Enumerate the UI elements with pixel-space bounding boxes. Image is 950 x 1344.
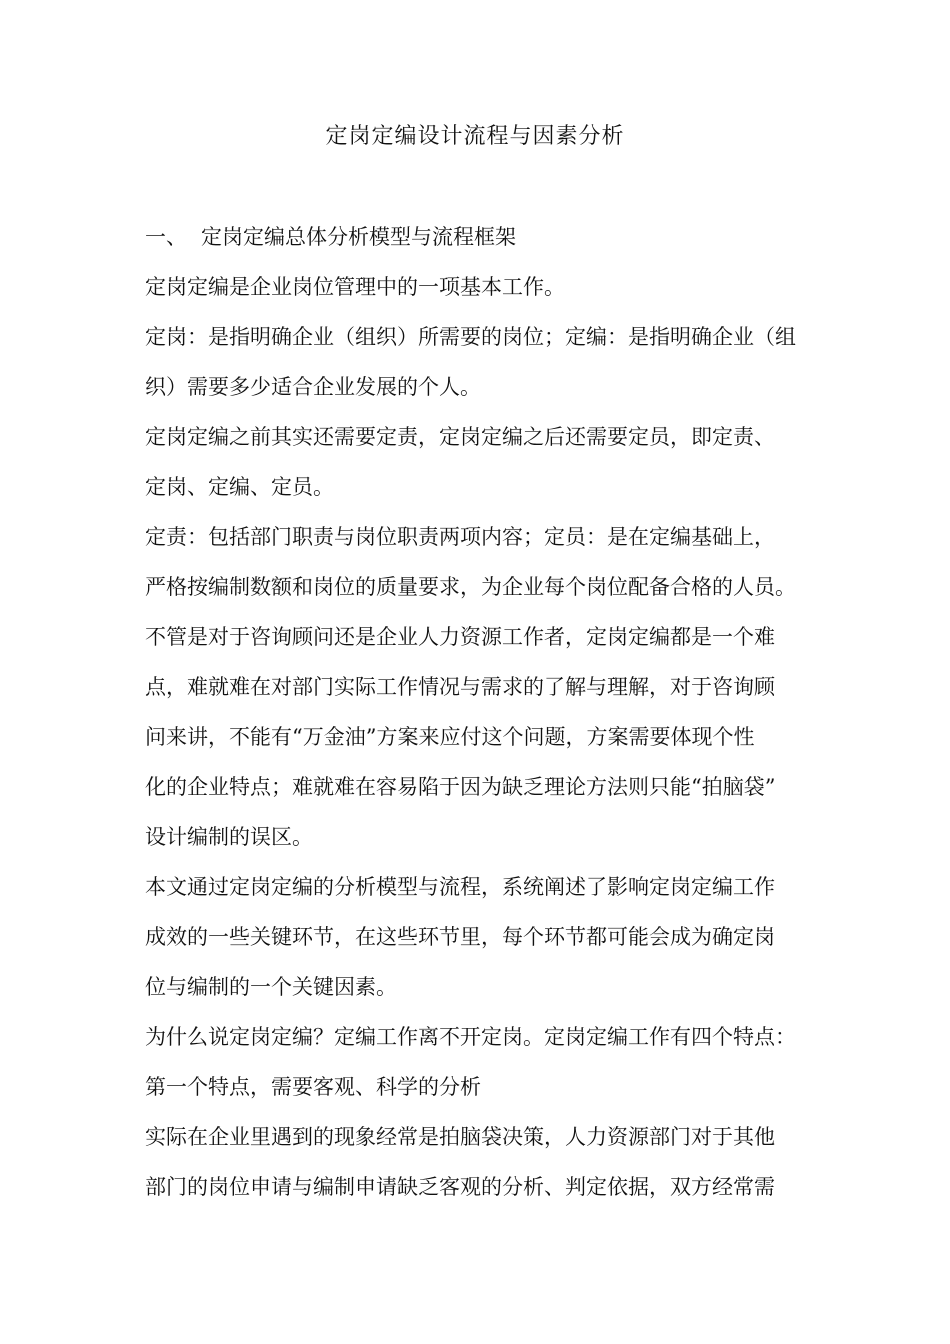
paragraph-line: 定岗、定编、定员。 <box>145 475 334 499</box>
paragraph-line: 定责：包括部门职责与岗位职责两项内容；定员：是在定编基础上， <box>145 525 775 549</box>
paragraph-line: 设计编制的误区。 <box>145 825 313 849</box>
paragraph-line: 定岗定编之前其实还需要定责，定岗定编之后还需要定员，即定责、 <box>145 425 775 449</box>
section-number: 一、 <box>145 225 187 249</box>
section-heading <box>145 222 825 252</box>
paragraph-line: 本文通过定岗定编的分析模型与流程，系统阐述了影响定岗定编工作 <box>145 875 775 899</box>
paragraph-line: 位与编制的一个关键因素。 <box>145 975 397 999</box>
paragraph-line: 部门的岗位申请与编制申请缺乏客观的分析、判定依据，双方经常需 <box>145 1175 775 1199</box>
paragraph-line: 为什么说定岗定编？定编工作离不开定岗。定岗定编工作有四个特点： <box>145 1025 796 1049</box>
paragraph-line: 实际在企业里遇到的现象经常是拍脑袋决策，人力资源部门对于其他 <box>145 1125 775 1149</box>
paragraph-line: 第一个特点，需要客观、科学的分析 <box>145 1075 481 1099</box>
paragraph-line: 严格按编制数额和岗位的质量要求，为企业每个岗位配备合格的人员。 <box>145 575 796 599</box>
paragraph-line: 成效的一些关键环节，在这些环节里，每个环节都可能会成为确定岗 <box>145 925 775 949</box>
paragraph-line: 不管是对于咨询顾问还是企业人力资源工作者，定岗定编都是一个难 <box>145 625 775 649</box>
document-title: 定岗定编设计流程与因素分析 <box>325 124 625 149</box>
paragraph-line: 化的企业特点；难就难在容易陷于因为缺乏理论方法则只能“拍脑袋” <box>145 775 776 799</box>
paragraph-line: 织）需要多少适合企业发展的个人。 <box>145 375 481 399</box>
section-heading-text: 定岗定编总体分析模型与流程框架 <box>201 225 516 249</box>
paragraph-line: 定岗定编是企业岗位管理中的一项基本工作。 <box>145 275 565 299</box>
paragraph-line: 点，难就难在对部门实际工作情况与需求的了解与理解，对于咨询顾 <box>145 675 775 699</box>
paragraph-line: 问来讲，不能有“万金油”方案来应付这个问题，方案需要体现个性 <box>145 725 755 749</box>
paragraph-line: 定岗：是指明确企业（组织）所需要的岗位；定编：是指明确企业（组 <box>145 325 796 349</box>
